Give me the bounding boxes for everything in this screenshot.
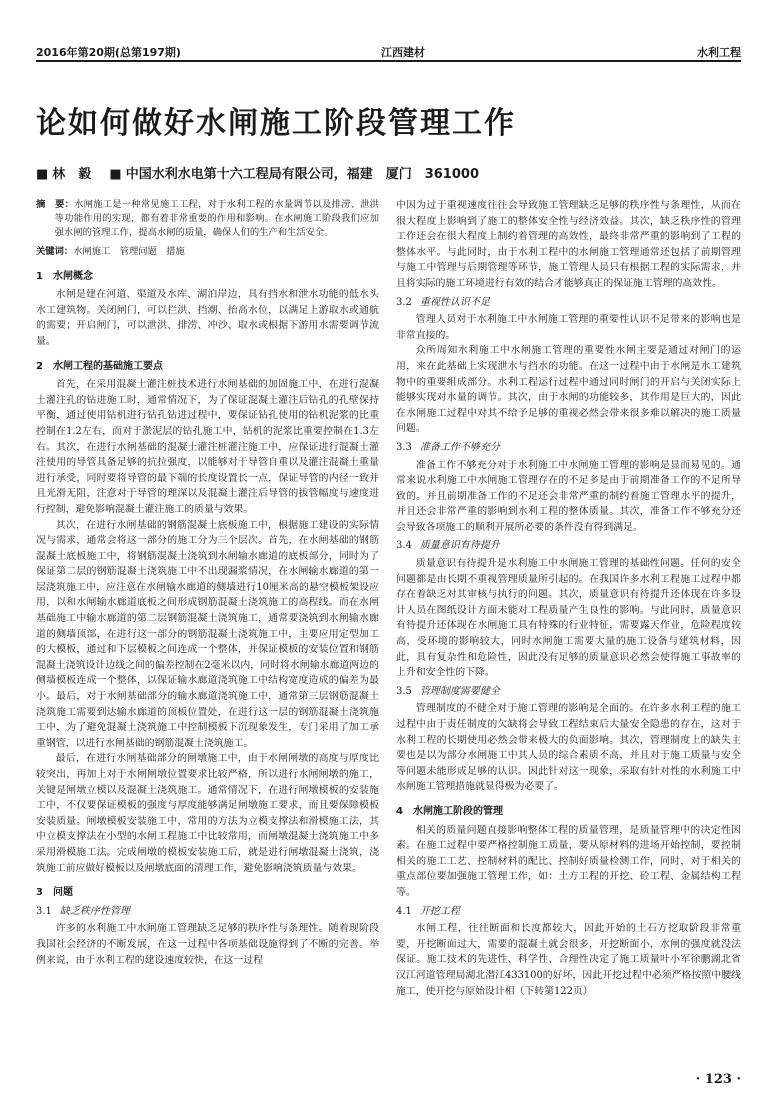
right-column — [396, 198, 741, 999]
subsection-heading: 3.2 重视性认识不足 — [396, 296, 490, 308]
article-title: 论如何做好水闸施工阶段管理工作 — [36, 106, 516, 141]
author-affiliation: 中国水利水电第十六工程局有限公司，福建 厦门 361000 — [125, 167, 479, 182]
keywords-text: 水闸施工 管理问题 措施 — [73, 246, 185, 257]
paragraph: 水闸是建在河道、渠道及水库、湖泊岸边，具有挡水和泄水功能的低水头水工建筑物。关闭闸门，可以拦洪、挡潮、抬高水位，以满足上游取水或通航的需要；开启闸门，可以泄洪、排涝、冲沙、取水或根据下游用水需要调节流量。 — [36, 289, 379, 347]
square-bullet-icon: ■ — [36, 167, 49, 182]
paragraph: 管理人员对于水利施工中水闸施工管理的重要性认识不足带来的影响也是非常直接的。 — [396, 314, 741, 341]
square-bullet-icon: ■ — [109, 167, 122, 182]
section-heading: 2 水闸工程的基础施工要点 — [36, 360, 163, 372]
left-column — [36, 198, 379, 968]
subsection-heading: 4.1 开挖工程 — [396, 905, 460, 917]
paragraph: 首先，在采用混凝土灌注桩技术进行水闸基础的加固施工中，在进行混凝土灌注孔的钻进施工时，通常情况下，为了保证混凝土灌注后钻孔的孔壁保持平衡，通过使用钻机进行钻孔钻进过程中，要保证钻孔使用的钻机泥浆的比重控制在1.2左右，而对于淤泥层的钻孔施工中，钻机的泥浆比重要控制在1.3左右。其次，在进行水闸基础的混凝土灌注桩灌注施工中，应保证进行混凝土灌注使用的导管具备足够的抗拉强度，以能够对于导管自重以及灌注混凝土重量进行承受，同时要将导管的最下端的长度设置长一点，保证导管的内径一致并且光滑无阻，注意对于导管的理深以及混凝土灌注后导管的拔管幅度与速度进行控制，避免影响混凝土灌注施工的质量与效果。 — [36, 379, 379, 515]
section-heading: 1 水闸概念 — [36, 270, 93, 282]
author-line — [36, 163, 741, 182]
paragraph: 最后，在进行水闸基础部分的闸墩施工中，由于水闸闸墩的高度与厚度比较突出，再加上对于水闸闸墩位置要求比较严格，所以进行水闸闸墩的施工，关键是闸墩立模以及混凝土浇筑施工。通常情况下，在进行闸墩模板的安装施工中，不仅要保证模板的强度与厚度能够满足闸墩施工要求，而且要保障模板安装质量。闸墩模板安装施工中，常用的方法为立模支撑法和滑模施工法，其中立模支撑法在小型的水闸工程施工中比较常用，而闸墩混凝土浇筑施工中多采用滑模施工法。完成闸墩的模板安装施工后，就是进行闸墩混凝土浇筑，浇筑施工前应做好模板以及闸墩底面的清理工作，避免影响浇筑质量与效果。 — [36, 753, 379, 874]
header-divider — [36, 60, 741, 62]
paragraph: 质量意识有待提升是水利施工中水闸施工管理的基础性问题。任何的安全问题都是由长期不重视管理质量所引起的。在我国许多水利工程施工过程中都存在着缺乏对其审核与执行的问题。其次，质量意识有待提升还体现在许多设计人员在图纸设计方面未能对工程质量产生良性的影响。与此同时，质量意识有待提升还体现在水闸施工具有特殊的行业特征，需要露天作业，危险程度较高，受环境的影响较大，同时水闸施工需要大量的施工设备与建筑材料，因此，具有复杂性和危险性，因此没有足够的质量意识必然会使得施工事故率的上升和安全性的下降。 — [396, 558, 741, 679]
paragraph: 准备工作不够充分对于水利施工中水闸施工管理的影响是显而易见的。通常来说水利施工中水闸施工管理存在的不足多是由于前期准备工作的不足所导致的。并且前期准备工作的不足还会非常严重的制约着施工管理水平的提升，并且还会非常严重的影响到水利工程的整体质量。其次，准备工作不够充分还会导致各项施工的顺利开展所必要的条件没有得到满足。 — [396, 459, 741, 533]
keywords-label: 关键词： — [36, 246, 74, 257]
paragraph: 管理制度的不健全对于施工管理的影响是全面的。在许多水利工程的施工过程中由于责任制度的欠缺将会导致工程结束后大量安全隐患的存在，这对于水利工程的长期使用必然会带来极大的负面影响。其次，管理制度上的缺失主要也是以为部分水闸施工中其人员的综合素质不高，并且对于施工质量与安全等问题未能形成足够的认识。因此针对这一现象，采取有针对性的水利施工中水闸施工管理措施就显得极为必要了。 — [396, 703, 741, 793]
keywords — [36, 244, 379, 260]
paragraph: 众所周知水利施工中水闸施工管理的重要性水闸主要是通过对闸门的运用，来在此基础上实现泄水与挡水的功能。在这一过程中由于水闸是水工建筑物中的重要组成部分。水利工程运行过程中通过同时闸门的开启与关闭实际上能够实现对水量的调节。其次，由于水闸的功能较多，其作用是巨大的，因此在水闸施工过程中对其不给予足够的重视必然会带来很多难以解决的施工质量问题。 — [396, 345, 741, 435]
issue-info: 2016年第20期(总第197期) — [36, 46, 181, 59]
abstract-label: 摘 要： — [36, 199, 75, 210]
page-number: · 123 · — [695, 1072, 741, 1087]
paragraph: 相关的质量问题直接影响整体工程的质量管理，是质量管理中的决定性因素。在施工过程中要严格控制施工质量，要从原材料的进场开始控制，要控制相关的施工工艺、控制材料的配比、控制好质量检测工作，同时，对于相关的重点部位要加强施工管理工作，如：土方工程的开挖、砼工程、金属结构工程等。 — [396, 824, 741, 898]
author-name: 林 毅 — [52, 167, 92, 182]
paragraph: 水闸工程，往往断面和长度都较大，因此开始的土石方挖取阶段非常重要，开挖断面过大，需要的混凝土就会很多，开挖断面小，水闸的强度就没法保证。施工技术的先进性、科学性、合理性决定了施工质量叶小军徐鹏湖北省汉江河道管理局湖北潜江433100的好坏，因此开挖过程中必须严格按照中腰线施工，使开挖与原始设计相（下转第122页） — [396, 923, 741, 997]
subsection-heading: 3.4 质量意识有待提升 — [396, 540, 500, 552]
section-heading: 3 问题 — [36, 887, 73, 899]
paragraph: 中因为过于重视速度往往会导致施工管理缺乏足够的秩序性与条理性，从而在很大程度上影响到了施工的整体安全性与经济效益。其次，缺乏秩序性的管理工作还会在很大程度上制约着管理的高效性，最终非常严重的影响到了工程的整体水平。与此同时，由于水利工程中的水闸施工管理通常还包括了前期管理与施工中管理与后期管理等环节，施工管理人员只有根据工程的实际需求，并且将实际的施工环境进行有效的结合才能够真正的保证施工管理的高效性。 — [396, 200, 741, 289]
section-name: 水利工程 — [697, 46, 741, 59]
journal-name: 江西建材 — [381, 46, 425, 59]
running-header — [36, 38, 741, 62]
subsection-heading: 3.3 准备工作不够充分 — [396, 441, 500, 453]
subsection-heading: 3.5 管理制度需要健全 — [396, 685, 500, 697]
abstract-text: 水闸施工是一种常见施工工程，对于水利工程的水量调节以及排涝、泄洪等功能作用的实现，都有着非常重要的作用和影响。在水闸施工阶段我们应加强水闸的管理工作，提高水闸的质量，确保人们的生产和生活安全。 — [54, 199, 379, 238]
paragraph: 其次，在进行水闸基础的钢筋混凝土底板施工中，根据施工建设的实际情况与需求，通常会将这一部分的施工分为三个层次。首先，在水闸基础的钢筋混凝土底板施工中，将钢筋混凝土浇筑到水闸输水廊道的底板部分，同时为了保证第二层的钢筋混凝土浇筑施工中不出现漏浆情况，在水闸输水廊道的第一层浇筑施工中，应注意在水闸输水廊道的侧墙进行10厘米高的悬空模板架设应用，以和水闸输水廊道底板之间形成钢筋混凝土浇筑施工的高程线。而在水闸基础施工中输水廊道的第二层钢筋混凝土浇筑施工，通常要浇筑到水闸输水廊道的侧墙顶部，在进行这一部分的钢筋混凝土浇筑施工中，主要应用定型加工的大模板，通过和下层模板之间连成一个整体，并保证模板的安装位置和钢筋混凝土浇筑设计边线之间的偏差控制在2毫米以内，同时将水闸输水廊道两边的侧墙模板连成一个整体，以保证输水廊道浇筑施工中结构宽度造成的偏差为最小。最后，对于水闸基础部分的输水廊道浇筑施工中，通常第三层钢筋混凝土浇筑施工需要到达输水廊道的顶板位置处，在进行这一层的钢筋混凝土浇筑施工中，为了避免混凝土浇筑施工中控制模板下沉现象发生，专门采用了加工承重钢管，以进行水闸基础的钢筋混凝土浇筑施工。 — [36, 519, 379, 749]
paragraph: 许多的水利施工中水闸施工管理缺乏足够的秩序性与条理性。随着现阶段我国社会经济的不断发展，在这一过程中各项基础设施得到了不断的完善。举例来说，由于水利工程的建设速度较快，在这一过程 — [36, 923, 379, 966]
subsection-heading: 3.1 缺乏秩序性管理 — [36, 905, 130, 917]
abstract — [36, 198, 379, 240]
section-heading: 4 水闸施工阶段的管理 — [396, 805, 503, 817]
